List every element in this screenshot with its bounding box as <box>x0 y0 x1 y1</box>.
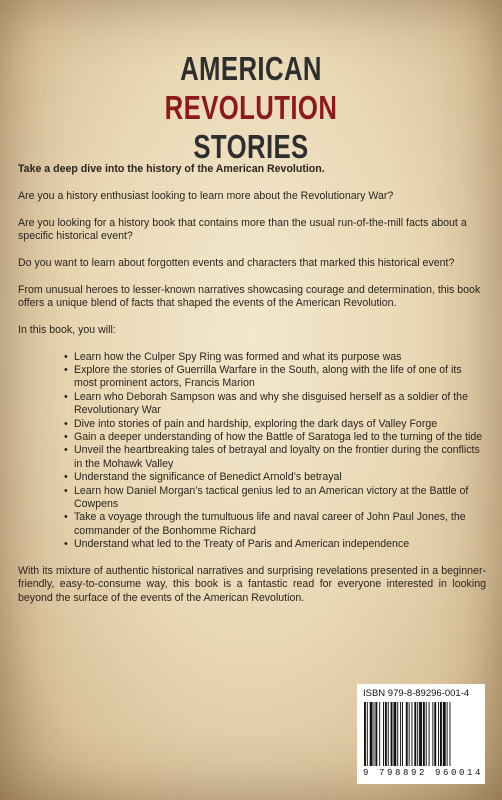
intro-paragraph: From unusual heroes to lesser-known narratives showcasing courage and determination, this book offers a unique blend of facts that shaped the events of the American Revolution. <box>18 283 481 309</box>
list-item: • Learn how Daniel Morgan’s tactical genius led to an American victory at the Battle of Cowpens <box>64 485 486 512</box>
book-title <box>55 52 447 169</box>
list-item: • Understand what led to the Treaty of Paris and American independence <box>64 538 486 551</box>
title-line-american: AMERICAN <box>180 50 322 87</box>
list-item: • Dive into stories of pain and hardship, exploring the dark days of Valley Forge <box>64 418 486 431</box>
lead-sentence: Take a deep dive into the history of the American Revolution. <box>18 163 325 175</box>
list-item: • Understand the significance of Benedict Arnold’s betrayal <box>64 471 486 484</box>
isbn-label: ISBN 979-8-89296-001-4 <box>363 688 470 699</box>
question-1: Are you a history enthusiast looking to learn more about the Revolutionary War? <box>18 189 394 202</box>
topics-list <box>18 351 486 552</box>
list-item: • Learn how the Culper Spy Ring was formed and what its purpose was <box>64 351 486 364</box>
list-item: • Gain a deeper understanding of how the Battle of Saratoga led to the turning of the tide <box>64 431 486 444</box>
barcode-icon <box>363 702 479 768</box>
question-3: Do you want to learn about forgotten events and characters that marked this historical event? <box>18 256 455 269</box>
list-item: • Learn who Deborah Sampson was and why she disguised herself as a soldier of the Revolutionary War <box>64 391 486 418</box>
list-intro: In this book, you will: <box>18 323 116 336</box>
closing-paragraph: With its mixture of authentic historical narratives and surprising revelations presented in a beginner-friendly, easy-to-consume way, this book is a fantastic read for everyone interested in looking beyond the surface of the events of the American Revolution. <box>18 565 486 604</box>
barcode-panel <box>357 684 485 784</box>
title-line-stories: STORIES <box>193 128 309 165</box>
title-line-revolution: REVOLUTION <box>164 89 338 126</box>
blurb <box>18 163 486 619</box>
list-item: • Take a voyage through the tumultuous life and naval career of John Paul Jones, the commander of the Bonhomme Richard <box>64 511 486 538</box>
list-item: • Explore the stories of Guerrilla Warfare in the South, along with the life of one of its most prominent actors, Francis Marion <box>64 364 486 391</box>
list-item: • Unveil the heartbreaking tales of betrayal and loyalty on the frontier during the conflicts in the Mohawk Valley <box>64 444 486 471</box>
question-2: Are you looking for a history book that contains more than the usual run-of-the-mill facts about a specific historical event? <box>18 216 467 242</box>
barcode-digits: 9 798892 960014 <box>363 768 484 778</box>
